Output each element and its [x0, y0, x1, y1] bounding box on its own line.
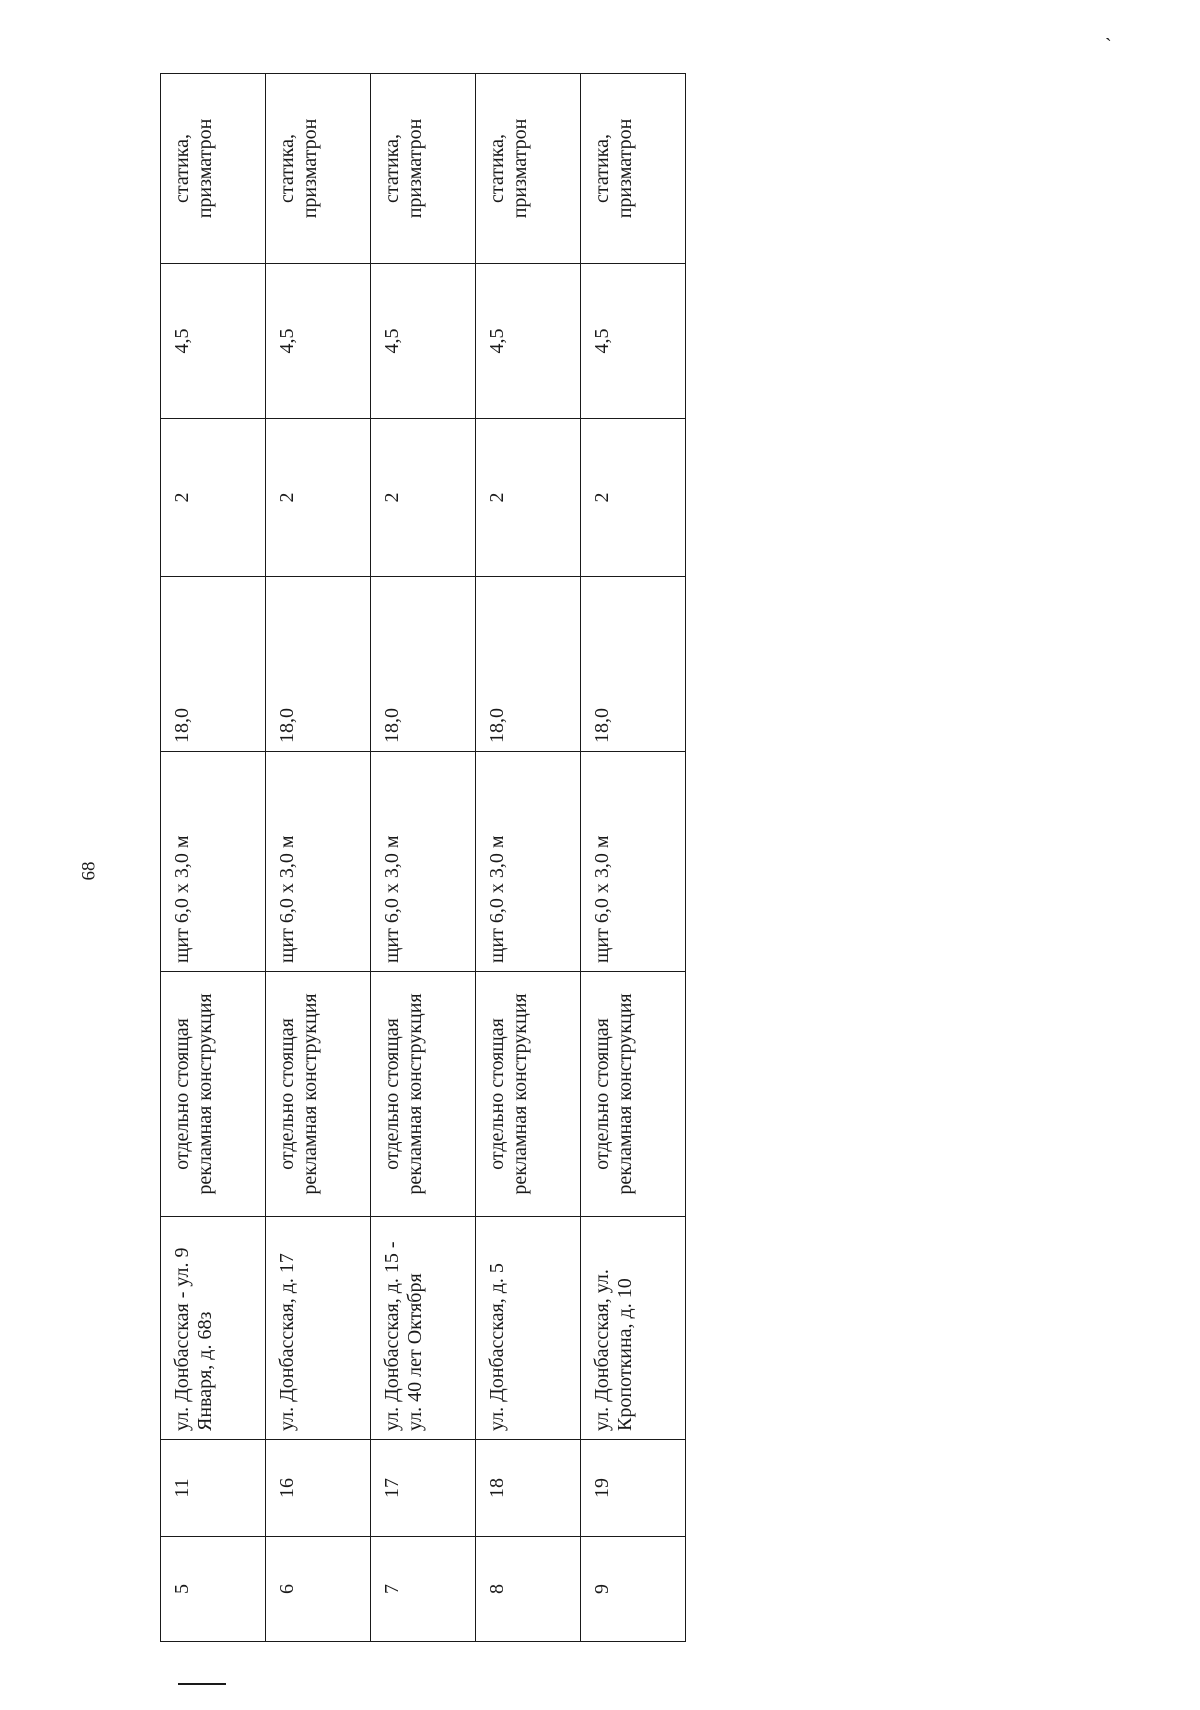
cell-num: 6 — [266, 1537, 371, 1642]
cell-area: 18,0 — [476, 577, 581, 752]
cell-num: 5 — [161, 1537, 266, 1642]
cell-sides: 2 — [476, 419, 581, 577]
cell-id: 18 — [476, 1440, 581, 1537]
table-row — [476, 74, 581, 1642]
table-row — [581, 74, 686, 1642]
cell-id: 17 — [371, 1440, 476, 1537]
ad-structures-table — [160, 73, 686, 1642]
cell-size: щит 6,0 х 3,0 м — [161, 752, 266, 972]
cell-num: 9 — [581, 1537, 686, 1642]
cell-address: ул. Донбасская, ул. Кропоткина, д. 10 — [581, 1217, 686, 1440]
cell-size: щит 6,0 х 3,0 м — [476, 752, 581, 972]
table-row — [371, 74, 476, 1642]
cell-num: 7 — [371, 1537, 476, 1642]
table-row — [266, 74, 371, 1642]
cell-area: 18,0 — [266, 577, 371, 752]
cell-size: щит 6,0 х 3,0 м — [581, 752, 686, 972]
page-number: 68 — [78, 861, 100, 881]
cell-sides: 2 — [581, 419, 686, 577]
cell-height: 4,5 — [266, 264, 371, 419]
rotated-table-container — [160, 74, 685, 1642]
cell-area: 18,0 — [581, 577, 686, 752]
corner-mark: ` — [1105, 35, 1112, 57]
cell-address: ул. Донбасская, д. 17 — [266, 1217, 371, 1440]
cell-size: щит 6,0 х 3,0 м — [266, 752, 371, 972]
cell-address: ул. Донбасская, д. 15 - ул. 40 лет Октября — [371, 1217, 476, 1440]
cell-sides: 2 — [161, 419, 266, 577]
cell-type: отдельно стоящая рекламная конструкция — [266, 972, 371, 1217]
cell-height: 4,5 — [581, 264, 686, 419]
cell-technology: статика, призматрон — [476, 74, 581, 264]
cell-size: щит 6,0 х 3,0 м — [371, 752, 476, 972]
cell-technology: статика, призматрон — [266, 74, 371, 264]
cell-address: ул. Донбасская - ул. 9 Января, д. 68з — [161, 1217, 266, 1440]
cell-height: 4,5 — [161, 264, 266, 419]
cell-sides: 2 — [371, 419, 476, 577]
cell-id: 19 — [581, 1440, 686, 1537]
cell-address: ул. Донбасская, д. 5 — [476, 1217, 581, 1440]
table-row — [161, 74, 266, 1642]
cell-area: 18,0 — [161, 577, 266, 752]
cell-sides: 2 — [266, 419, 371, 577]
footnote-line — [178, 1683, 226, 1685]
cell-id: 16 — [266, 1440, 371, 1537]
cell-technology: статика, призматрон — [161, 74, 266, 264]
cell-type: отдельно стоящая рекламная конструкция — [161, 972, 266, 1217]
cell-type: отдельно стоящая рекламная конструкция — [581, 972, 686, 1217]
cell-id: 11 — [161, 1440, 266, 1537]
cell-height: 4,5 — [371, 264, 476, 419]
cell-type: отдельно стоящая рекламная конструкция — [476, 972, 581, 1217]
cell-num: 8 — [476, 1537, 581, 1642]
cell-height: 4,5 — [476, 264, 581, 419]
cell-area: 18,0 — [371, 577, 476, 752]
cell-technology: статика, призматрон — [371, 74, 476, 264]
cell-technology: статика, призматрон — [581, 74, 686, 264]
cell-type: отдельно стоящая рекламная конструкция — [371, 972, 476, 1217]
